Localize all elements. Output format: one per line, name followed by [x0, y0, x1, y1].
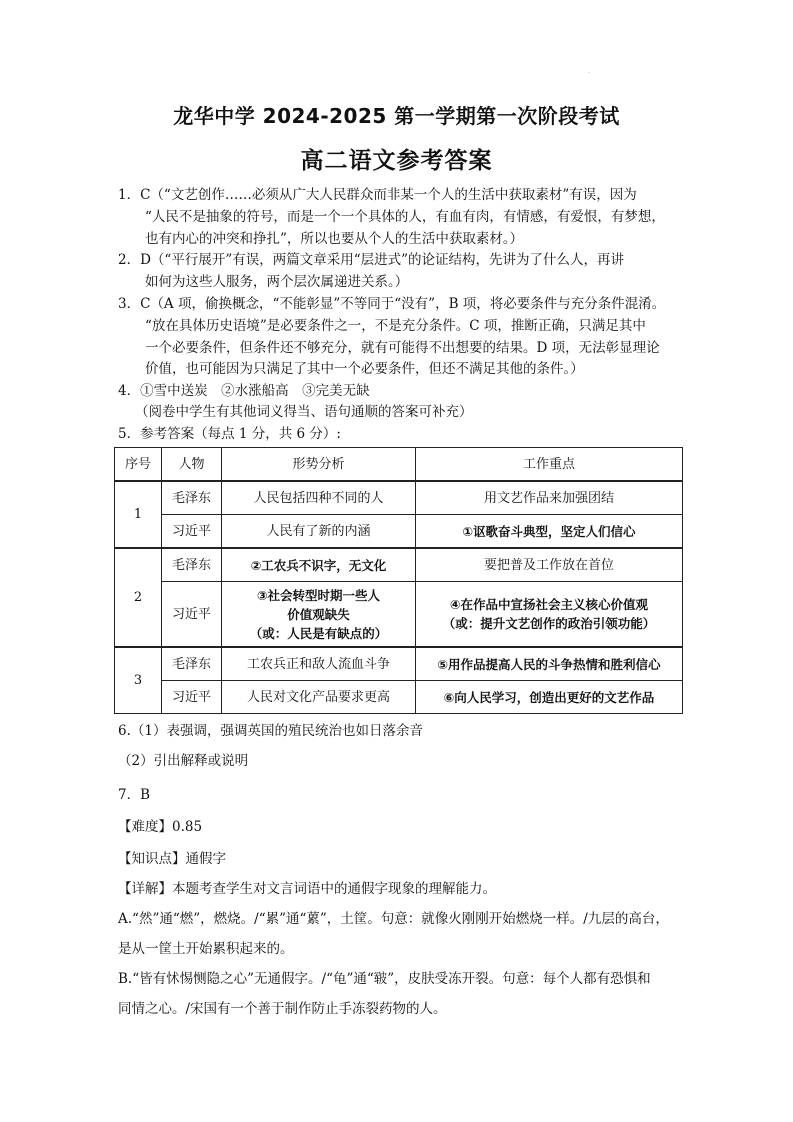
- table-row: [115, 582, 683, 648]
- q6-line2: （2）引出解释或说明: [118, 753, 249, 769]
- focus-cell-answer: ⑤用作品提高人民的斗争热情和胜利信心: [416, 647, 683, 681]
- q2-line1: 2．D（“平行展开”有误，两篇文章采用“层进式”的论证结构，先讲为了什么人，再讲: [118, 252, 625, 268]
- table-row: [115, 481, 683, 515]
- q7-answer: 7．B: [118, 787, 151, 803]
- q7-detail: 【详解】本题考查学生对文言词语中的通假字现象的理解能力。: [118, 881, 496, 897]
- group-index: 2: [115, 548, 162, 647]
- group-index: 3: [115, 647, 162, 714]
- page-mark: ·: [588, 70, 590, 77]
- situation-cell-answer: [222, 582, 416, 648]
- q2-line2: 如何为这些人服务，两个层次属递进关系。）: [145, 274, 409, 290]
- header-situation: 形势分析: [222, 448, 416, 482]
- q7-option-b-line2: 同情之心。/宋国有一个善于制作防止手冻裂药物的人。: [118, 1001, 447, 1017]
- q7-option-b-line1: B.“皆有怵惕恻隐之心”无通假字。/“龟”通“皲”，皮肤受冻开裂。句意：每个人都有恐惧和: [118, 971, 651, 987]
- q1-line1: 1．C（“文艺创作……必须从广大人民群众而非某一个人的生活中获取素材”有误，因为: [118, 187, 637, 203]
- header-focus: 工作重点: [416, 448, 683, 482]
- table-row: [115, 647, 683, 681]
- situation-line: （或：人民是有缺点的）: [249, 625, 388, 641]
- q5-line1: 5．参考答案（每点 1 分，共 6 分）:: [118, 426, 341, 442]
- focus-line: （或：提升文艺创作的政治引领功能）: [442, 616, 656, 631]
- q3-line4: 价值，也可能因为只满足了其中一个必要条件，但还不满足其他的条件。）: [145, 361, 584, 377]
- q1-line2: “人民不是抽象的符号，而是一个一个具体的人，有血有肉，有情感，有爱恨，有梦想，: [145, 209, 665, 225]
- person-cell: 毛泽东: [162, 481, 222, 515]
- q3-line2: “放在具体历史语境”是必要条件之一，不是充分条件。C 项，推断正确，只满足其中: [145, 318, 646, 334]
- header-person: 人物: [162, 448, 222, 482]
- q7-option-a-line1: A.“然”通“燃”，燃烧。/“累”通“蔂”，土筐。句意：就像火刚刚开始燃烧一样。/九层的高台，: [118, 911, 669, 927]
- q7-knowledge: 【知识点】通假字: [118, 851, 226, 867]
- q7-difficulty: 【难度】0.85: [118, 819, 203, 835]
- focus-line: ④在作品中宣扬社会主义核心价值观: [449, 597, 649, 612]
- table-row: [115, 548, 683, 582]
- exam-subtitle: 高二语文参考答案: [300, 148, 493, 174]
- situation-cell: 工农兵正和敌人流血斗争: [222, 647, 416, 681]
- situation-line: 价值观缺失: [287, 606, 350, 622]
- q4-line1: 4．①雪中送炭 ②水涨船高 ③完美无缺: [118, 383, 370, 399]
- group-index: 1: [115, 481, 162, 548]
- q4-line2: （阅卷中学生有其他词义得当、语句通顺的答案可补充）: [135, 404, 473, 420]
- exam-title: 龙华中学 2024-2025 第一学期第一次阶段考试: [173, 104, 620, 128]
- answer-table: [114, 447, 683, 714]
- q6-line1: 6.（1）表强调，强调英国的殖民统治也如日落余音: [118, 723, 423, 739]
- situation-cell-answer: ②工农兵不识字，无文化: [222, 548, 416, 582]
- focus-cell-answer: [416, 582, 683, 648]
- situation-cell: 人民包括四种不同的人: [222, 481, 416, 515]
- situation-cell: 人民对文化产品要求更高: [222, 681, 416, 714]
- q3-line3: 一个必要条件，但条件还不够充分，就有可能得不出想要的结果。D 项，无法彰显理论: [145, 340, 660, 356]
- situation-cell: 人民有了新的内涵: [222, 515, 416, 549]
- q3-line1: 3．C（A 项，偷换概念，“不能彰显”不等同于“没有”，B 项，将必要条件与充分条件混淆。: [118, 296, 666, 312]
- situation-line: ③社会转型时期一些人: [256, 587, 381, 603]
- focus-cell: 要把普及工作放在首位: [416, 548, 683, 582]
- q1-line3: 也有内心的冲突和挣扎”，所以也要从个人的生活中获取素材。）: [145, 231, 524, 247]
- person-cell: 习近平: [162, 681, 222, 714]
- header-index: 序号: [115, 448, 162, 482]
- table-row: [115, 681, 683, 714]
- person-cell: 习近平: [162, 515, 222, 549]
- person-cell: 习近平: [162, 582, 222, 648]
- table-row: [115, 515, 683, 549]
- q7-option-a-line2: 是从一筐土开始累积起来的。: [118, 941, 294, 957]
- focus-cell-answer: ①讴歌奋斗典型，坚定人们信心: [416, 515, 683, 549]
- person-cell: 毛泽东: [162, 548, 222, 582]
- person-cell: 毛泽东: [162, 647, 222, 681]
- table-header-row: [115, 448, 683, 482]
- focus-cell-answer: ⑥向人民学习，创造出更好的文艺作品: [416, 681, 683, 714]
- focus-cell: 用文艺作品来加强团结: [416, 481, 683, 515]
